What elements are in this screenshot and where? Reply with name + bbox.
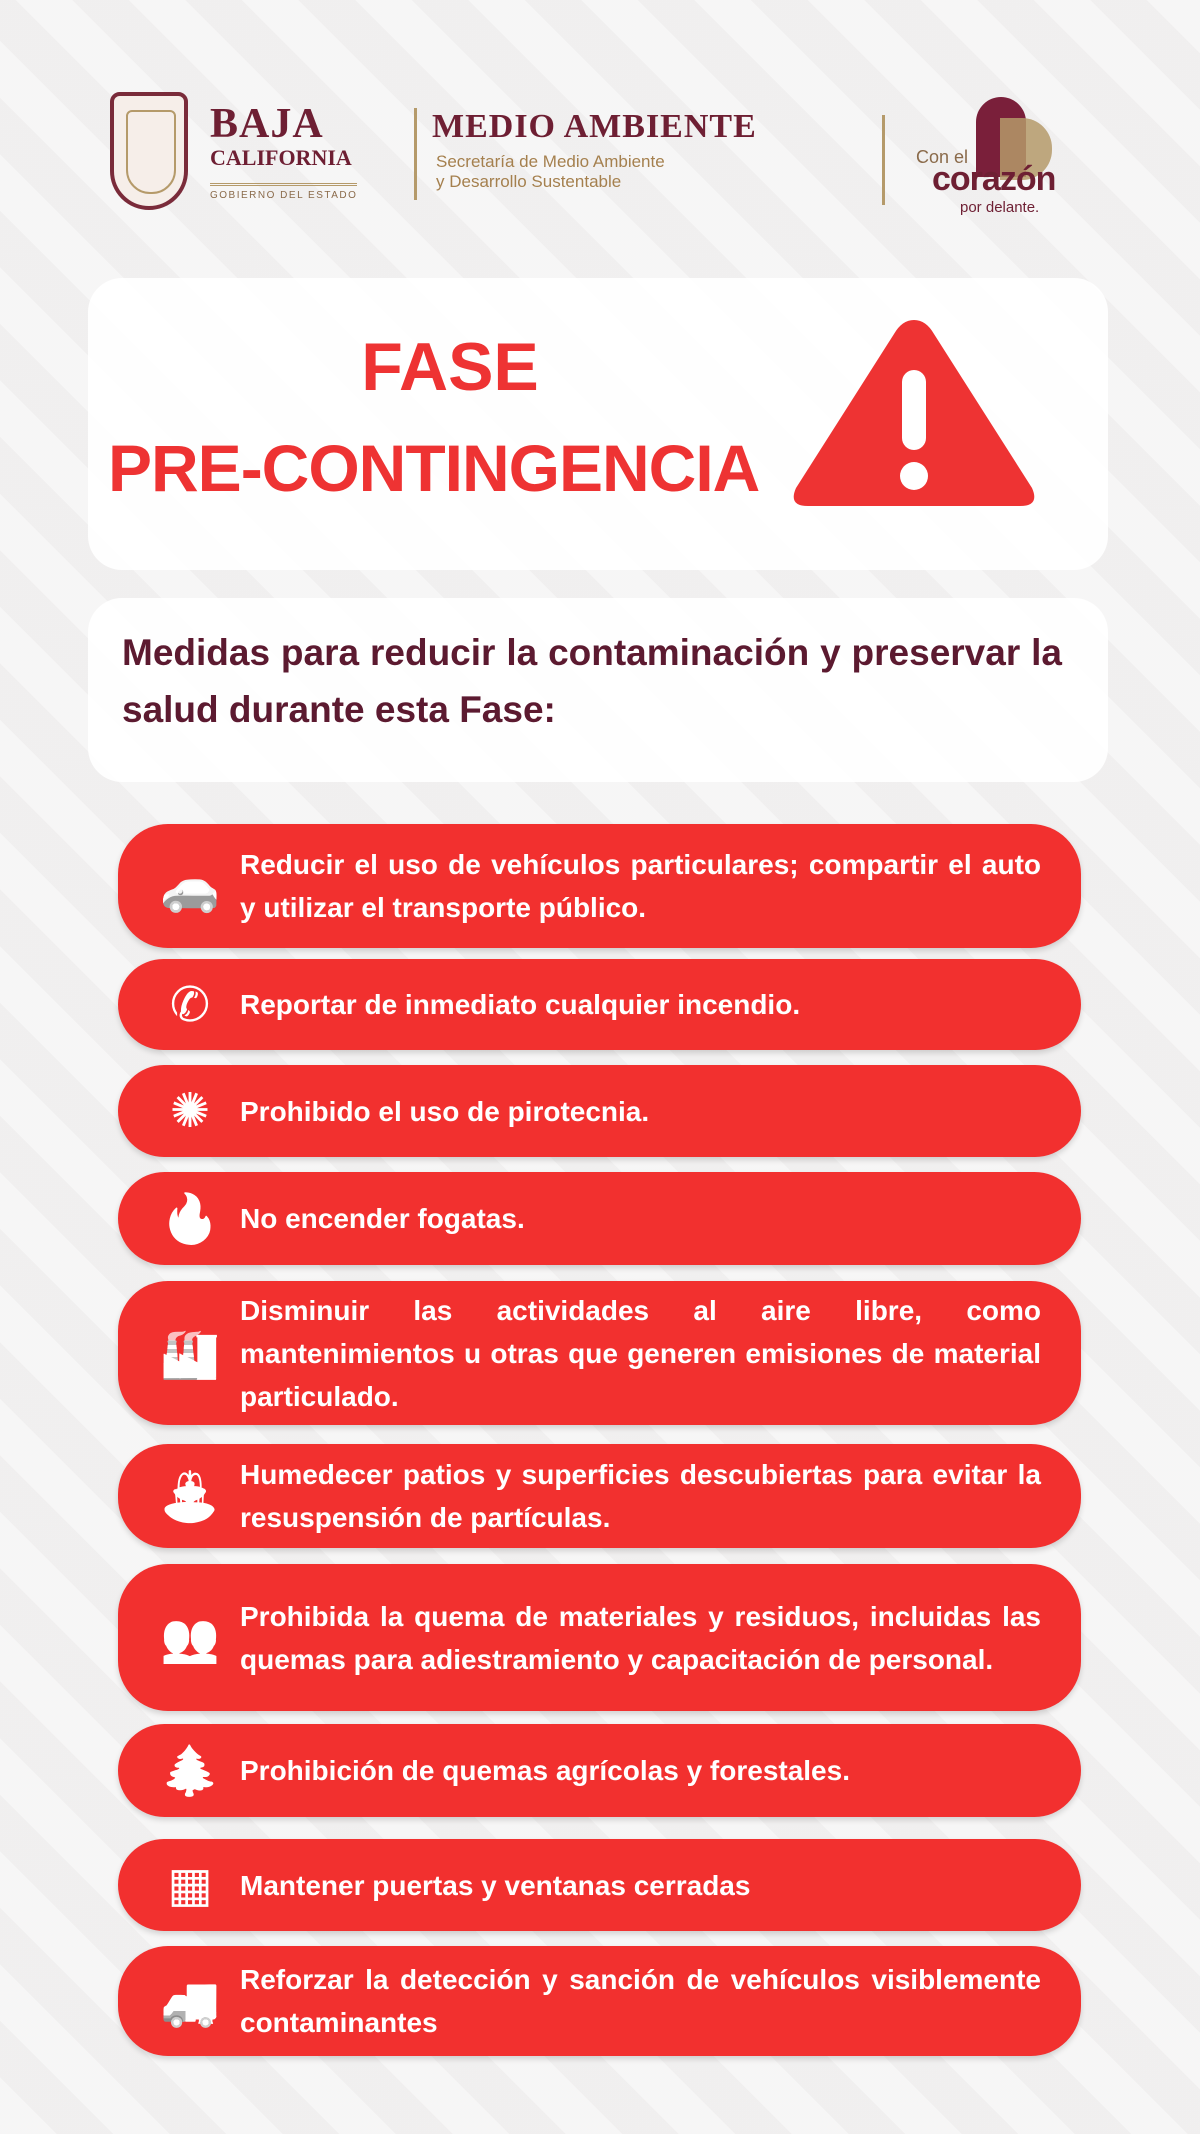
agency-title: MEDIO AMBIENTE [432, 108, 757, 145]
measure-item [118, 1172, 1081, 1265]
measure-text: Reportar de inmediato cualquier incendio. [240, 989, 801, 1020]
phone-icon: ✆ [169, 978, 211, 1032]
measure-item [118, 1065, 1081, 1157]
agency-subtitle [436, 152, 665, 192]
divider [414, 108, 417, 200]
measure-item [118, 1564, 1081, 1711]
forest-fire-icon: 🌲 [160, 1745, 220, 1798]
measure-item [118, 1281, 1081, 1425]
title-line1: FASE [361, 329, 539, 405]
title-line2: PRE-CONTINGENCIA [108, 431, 760, 505]
measure-text: Reforzar la detección y sanción de vehículos visiblemente contaminantes [240, 1964, 1041, 2038]
measure-text: Prohibida la quema de materiales y residuos, incluidas las quemas para adiestramiento y capacitación de personal. [240, 1600, 1041, 1675]
gov-logo-line2: CALIFORNIA [210, 145, 352, 170]
measure-item [118, 959, 1081, 1050]
slogan-line2: corazón [932, 160, 1056, 198]
gov-logo-line1: BAJA [210, 101, 324, 147]
agency-subtitle-line1: Secretaría de Medio Ambiente [436, 152, 665, 171]
agency-subtitle-line2: y Desarrollo Sustentable [436, 172, 622, 191]
subtitle: Medidas para reducir la contaminación y preservar la salud durante esta Fase: [122, 632, 1062, 730]
measure-text: No encender fogatas. [240, 1203, 525, 1234]
measure-text: Mantener puertas y ventanas cerradas [240, 1869, 751, 1901]
measure-text: Humedecer patios y superficies descubiertas para evitar la resuspensión de partículas. [240, 1459, 1041, 1533]
warning-icon [786, 312, 1042, 512]
divider [882, 115, 885, 205]
measure-item [118, 824, 1081, 948]
measure-text: Prohibido el uso de pirotecnia. [240, 1095, 650, 1127]
window-icon: ▦ [167, 1859, 213, 1912]
cars-icon: 🚗 [160, 860, 220, 914]
measure-text: Prohibición de quemas agrícolas y forestales. [240, 1755, 850, 1786]
measure-item [118, 1724, 1081, 1817]
measure-item [118, 1839, 1081, 1931]
baja-california-seal-icon [110, 92, 188, 210]
slogan-line3: por delante. [960, 199, 1040, 216]
campfire-icon: 🔥 [160, 1193, 220, 1246]
factory-icon: 🏭 [160, 1327, 220, 1381]
training-icon: 👥 [160, 1612, 220, 1665]
polluting-vehicle-icon: 🚚 [160, 1975, 220, 2029]
gov-logo-line3: GOBIERNO DEL ESTADO [210, 183, 357, 201]
watering-icon: ⛲ [160, 1470, 220, 1524]
slogan-line1: Con el [916, 147, 969, 167]
fireworks-icon: ✺ [169, 1085, 211, 1138]
measure-text: Reducir el uso de vehículos particulares; compartir el auto y utilizar el transporte público. [240, 849, 1041, 923]
measure-item [118, 1946, 1081, 2056]
measure-text: Disminuir las actividades al aire libre, como mantenimientos u otras que generen emisiones de material particulado. [240, 1294, 1041, 1412]
measure-item [118, 1444, 1081, 1548]
